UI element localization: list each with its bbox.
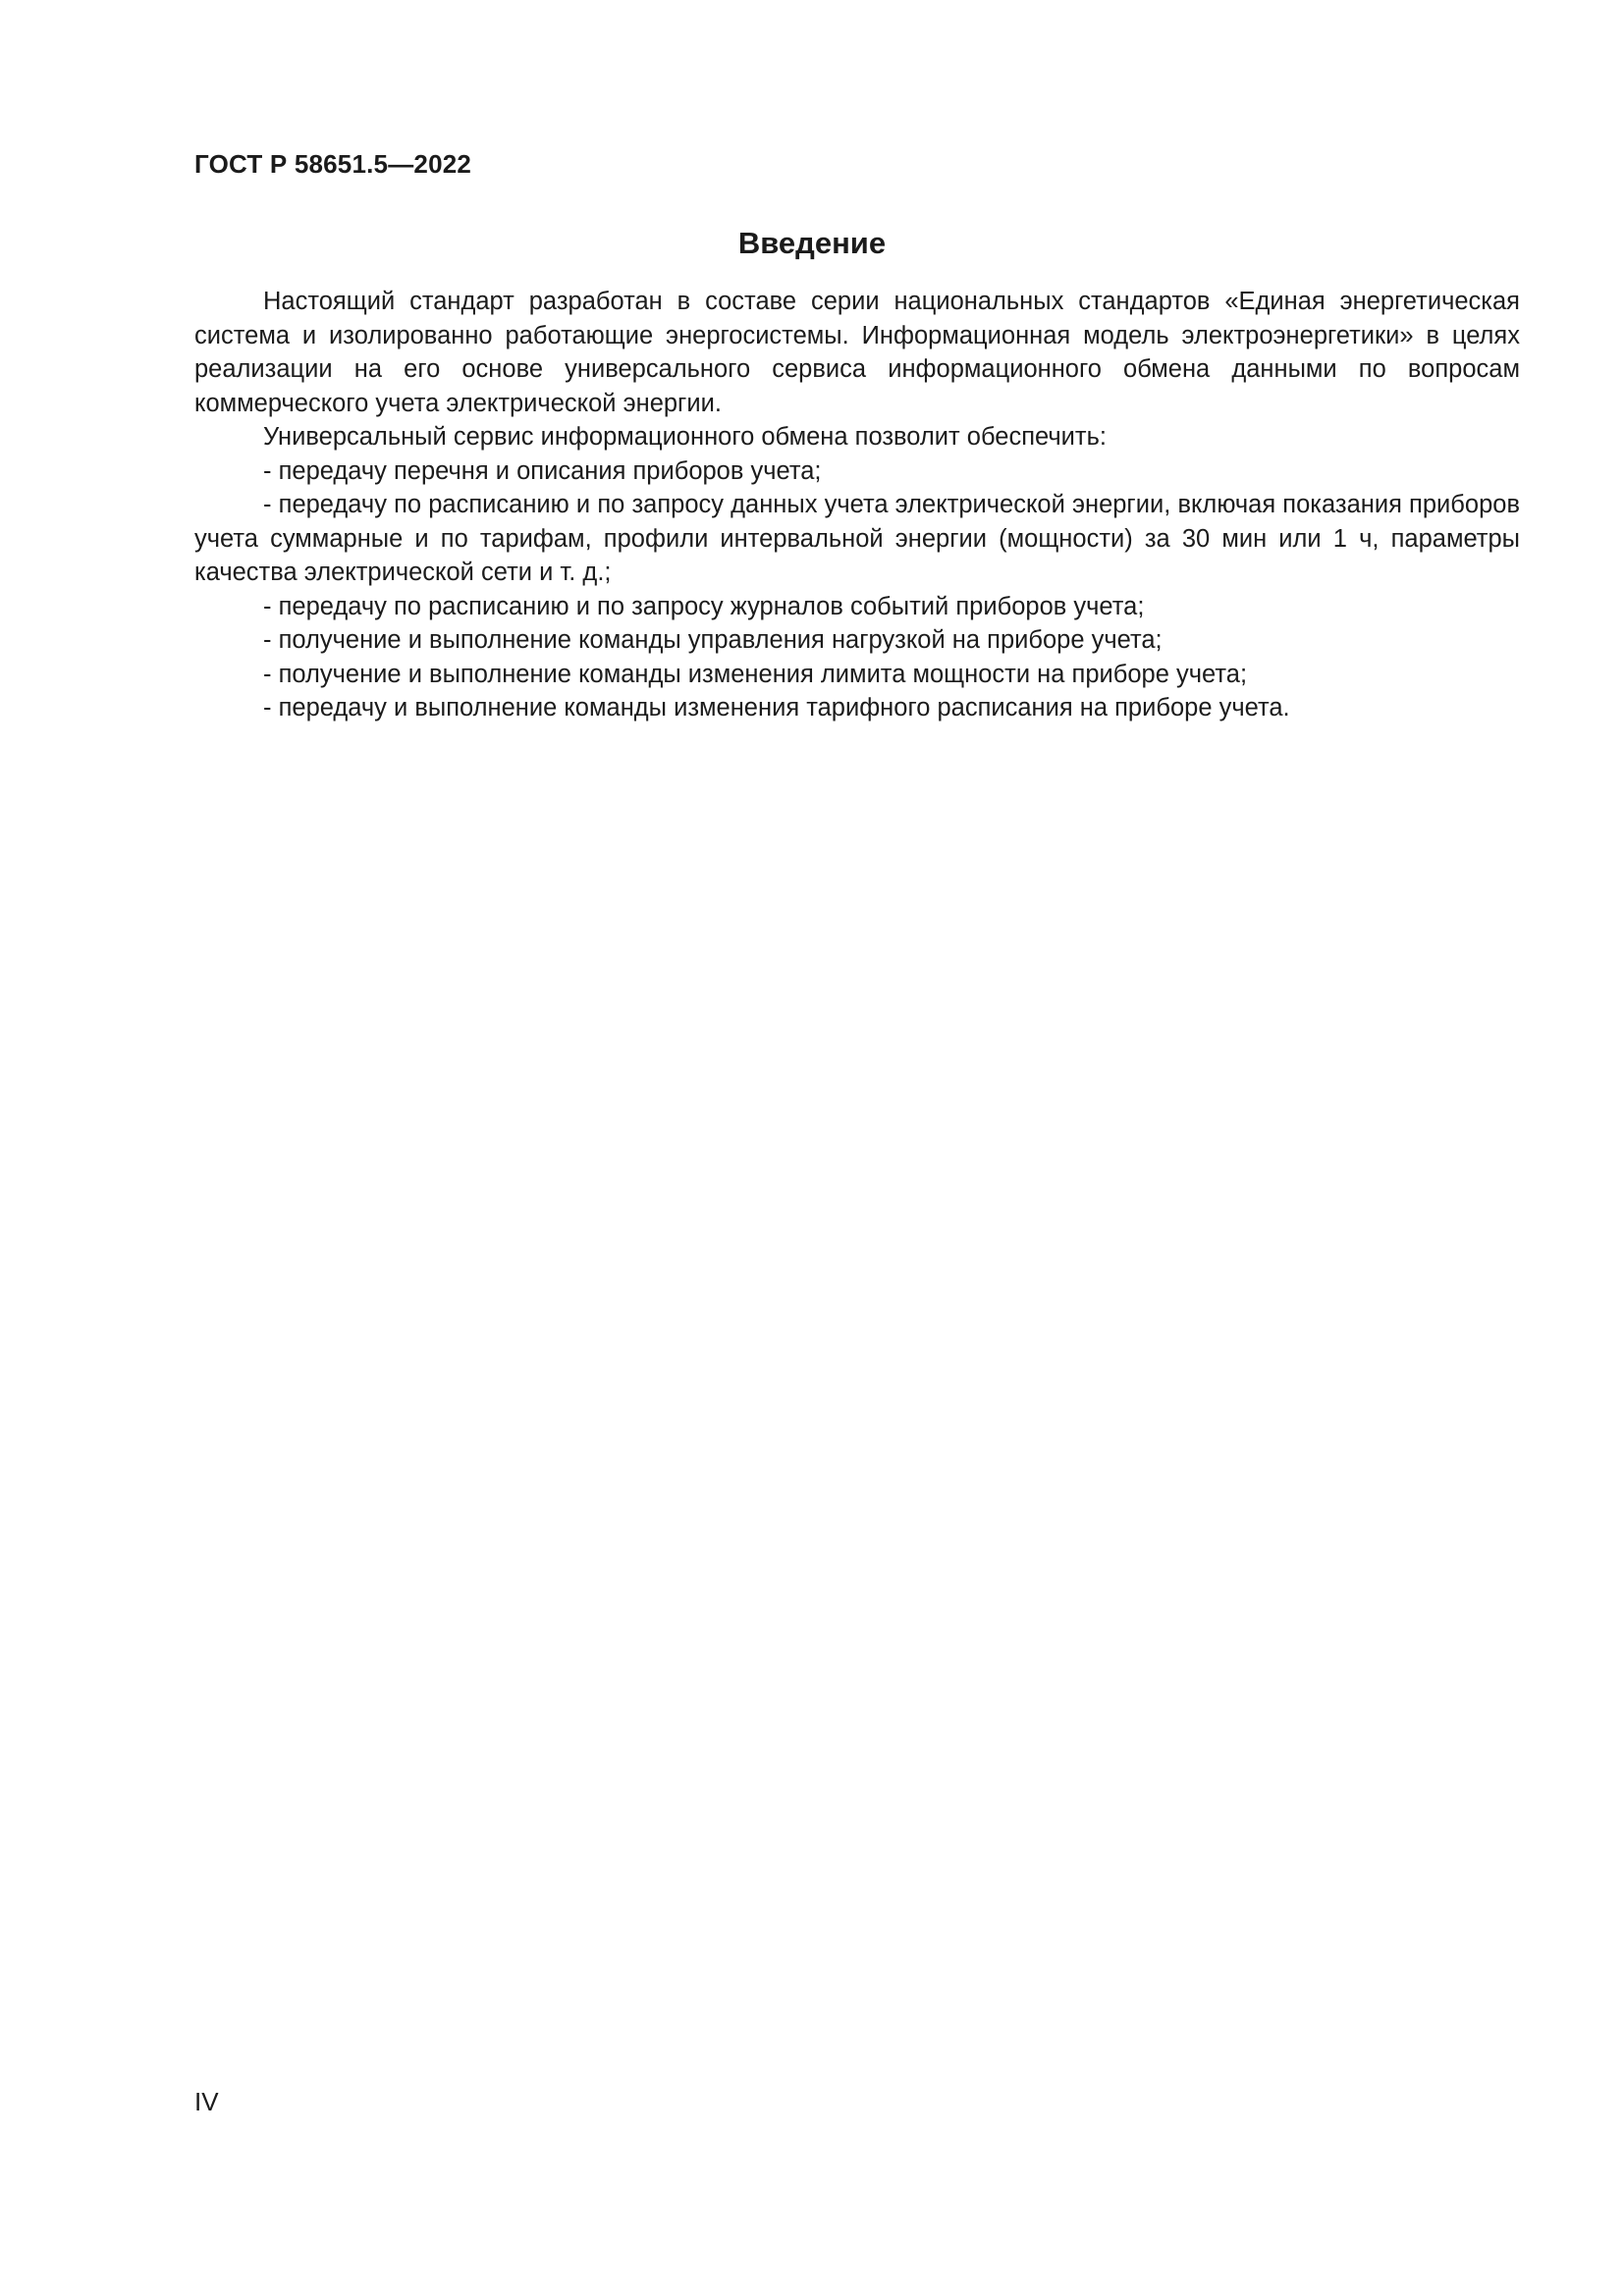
page-number: IV — [194, 2087, 219, 2116]
list-item: - получение и выполнение команды изменения лимита мощности на приборе учета; — [263, 660, 1248, 688]
list-item: - передачу перечня и описания приборов учета; — [263, 456, 822, 485]
service-paragraph: Универсальный сервис информационного обмена позволит обеспечить: — [263, 423, 1107, 451]
section-title: Введение — [737, 226, 887, 260]
list-item: - получение и выполнение команды управления нагрузкой на приборе учета; — [263, 626, 1163, 654]
document-header: ГОСТ Р 58651.5—2022 — [194, 149, 472, 179]
list-item: - передачу и выполнение команды изменения тарифного расписания на приборе учета. — [263, 694, 1290, 721]
document-body — [194, 285, 1520, 725]
list-item: - передачу по расписанию и по запросу данных учета электрической энергии, включая показания приборов учета суммарные и по тарифам, профили интервальной энергии (мощности) за 30 мин или 1 ч, параметры качества электрической сети и т. д.; — [194, 491, 1520, 586]
list-item: - передачу по расписанию и по запросу журналов событий приборов учета; — [263, 592, 1145, 620]
intro-paragraph: Настоящий стандарт разработан в составе серии национальных стандартов «Единая энергетическая система и изолированно работающие энергосистемы. Информационная модель электроэнергетики» в целях реализации на его основе универсального сервиса информационного обмена данными по вопросам коммерческого учета электрической энергии. — [194, 288, 1520, 417]
